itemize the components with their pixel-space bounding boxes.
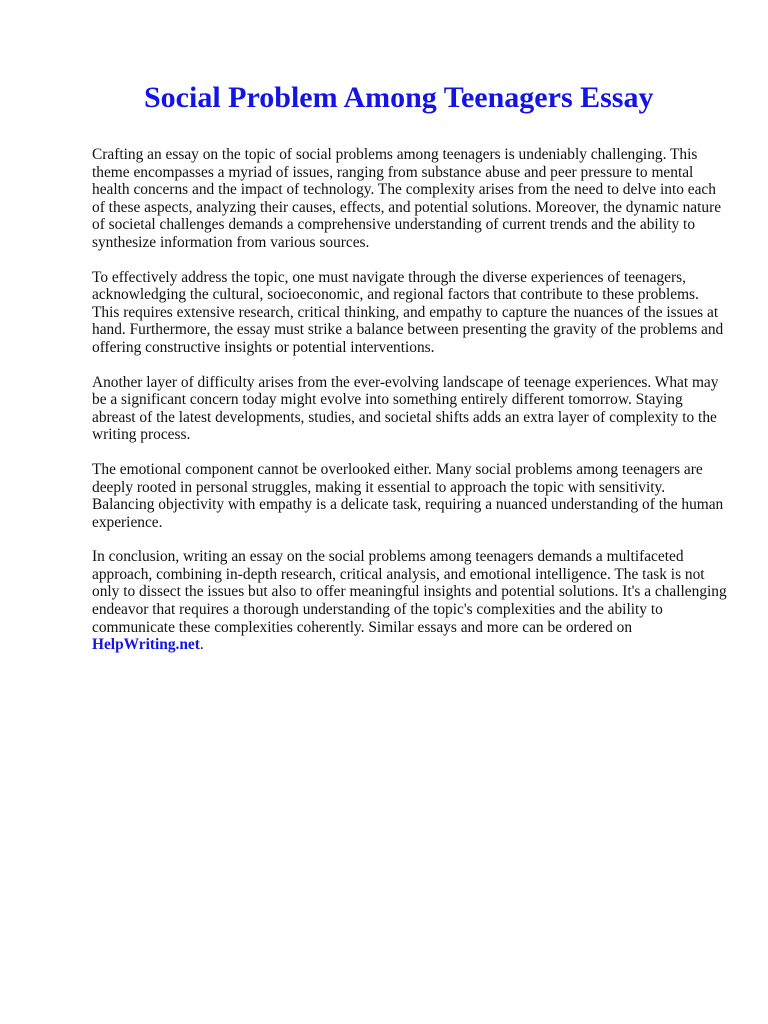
essay-body: [92, 146, 728, 654]
paragraph-3: Another layer of difficulty arises from the ever-evolving landscape of teenage experiences. What may be a significant concern today might evolve into something entirely different tomorrow. Staying abreast of the latest developments, studies, and societal shifts adds an extra layer of complexity to the writing process.: [92, 373, 719, 444]
page-title: Social Problem Among Teenagers Essay: [144, 81, 654, 114]
paragraph-1: Crafting an essay on the topic of social problems among teenagers is undeniably challenging. This theme encompasses a myriad of issues, ranging from substance abuse and peer pressure to mental health concerns and the impact of technology. The complexity arises from the need to delve into each of these aspects, analyzing their causes, effects, and potential solutions. Moreover, the dynamic nature of societal challenges demands a comprehensive understanding of current trends and the ability to synthesize information from various sources.: [92, 146, 722, 251]
helpwriting-link[interactable]: HelpWriting.net: [92, 636, 200, 654]
conclusion-text: In conclusion, writing an essay on the social problems among teenagers demands a multifaceted approach, combining in-depth research, critical analysis, and emotional intelligence. The task is not only to dissect the issues but also to offer meaningful insights and potential solutions. It's a challenging endeavor that requires a thorough understanding of the topic's complexities and the ability to communicate these complexities coherently. Similar essays and more can be ordered on: [92, 548, 727, 636]
paragraph-4: The emotional component cannot be overlooked either. Many social problems among teenagers are deeply rooted in personal struggles, making it essential to approach the topic with sensitivity. Balancing objectivity with empathy is a delicate task, requiring a nuanced understanding of the human experience.: [92, 460, 724, 531]
paragraph-2: To effectively address the topic, one must navigate through the diverse experiences of teenagers, acknowledging the cultural, socioeconomic, and regional factors that contribute to these problems. This requires extensive research, critical thinking, and empathy to capture the nuances of the issues at hand. Furthermore, the essay must strike a balance between presenting the gravity of the problems and offering constructive insights or potential interventions.: [92, 268, 724, 356]
conclusion-trailing: .: [199, 636, 204, 654]
conclusion-paragraph: [92, 548, 728, 654]
